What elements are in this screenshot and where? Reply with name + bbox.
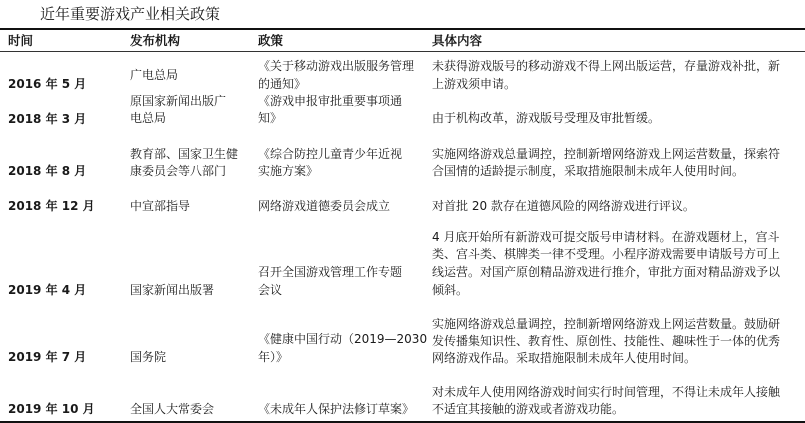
row-1-details-line-2: 上游戏须申请。 <box>432 77 517 91</box>
header-org: 发布机构 <box>130 33 181 48</box>
row-2-org-line-2: 电总局 <box>130 111 167 125</box>
row-1-policy-line-1: 《关于移动游戏出版服务管理 <box>258 59 415 73</box>
row-4-org: 中宣部指导 <box>130 199 191 213</box>
row-4-details: 对首批 20 款存在道德风险的网络游戏进行评议。 <box>432 199 695 213</box>
row-2-org-line-1: 原国家新闻出版广 <box>130 94 227 108</box>
row-5-org: 国家新闻出版署 <box>130 283 215 297</box>
row-4-time: 2018 年 12 月 <box>8 199 95 213</box>
header-rule <box>0 51 805 52</box>
row-7-details-line-2: 不适宜其接触的游戏或者游戏功能。 <box>432 402 625 416</box>
header-time: 时间 <box>8 33 34 48</box>
header-policy: 政策 <box>258 33 284 48</box>
row-5-details-line-2: 类、宫斗类、棋牌类一律不受理。小程序游戏需要申请版号方可上 <box>432 247 781 261</box>
header-details: 具体内容 <box>432 33 483 48</box>
row-7-details-line-1: 对未成年人使用网络游戏时间实行时间管理，不得让未成年人接触 <box>432 385 781 399</box>
row-5-details-line-3: 线运营。对国产原创精品游戏进行推介，审批方面对精品游戏予以 <box>432 265 781 279</box>
row-3-time: 2018 年 8 月 <box>8 164 87 178</box>
row-5-details-line-1: 4 月底开始所有新游戏可提交版号申请材料。在游戏题材上，宫斗 <box>432 230 780 244</box>
row-5-policy-line-1: 召开全国游戏管理工作专题 <box>258 265 403 279</box>
row-2-policy-line-2: 知》 <box>258 111 283 125</box>
row-3-org-line-2: 康委员会等八部门 <box>130 164 227 178</box>
row-1-policy-line-2: 的通知》 <box>258 77 307 91</box>
row-7-org: 全国人大常委会 <box>130 402 215 416</box>
row-2-details-line-1: 由于机构改革，游戏版号受理及审批暂缓。 <box>432 111 661 125</box>
row-1-time: 2016 年 5 月 <box>8 77 87 91</box>
row-6-details-line-1: 实施网络游戏总量调控，控制新增网络游戏上网运营数量。鼓励研 <box>432 317 781 331</box>
row-3-org-line-1: 教育部、国家卫生健 <box>130 147 239 161</box>
row-4-policy: 网络游戏道德委员会成立 <box>258 199 391 213</box>
table-title: 近年重要游戏产业相关政策 <box>40 5 221 23</box>
row-6-org: 国务院 <box>130 350 167 364</box>
row-6-details-line-2: 发传播集知识性、教育性、原创性、技能性、趣味性于一体的优秀 <box>432 334 781 348</box>
row-1-details-line-1: 未获得游戏版号的移动游戏不得上网出版运营，存量游戏补批，新 <box>432 59 781 73</box>
row-1-org: 广电总局 <box>130 68 179 82</box>
row-3-policy-line-1: 《综合防控儿童青少年近视 <box>258 147 403 161</box>
row-3-policy-line-2: 实施方案》 <box>258 164 319 178</box>
row-6-policy-line-2: 年）》 <box>258 350 289 364</box>
row-3-details-line-2: 合国情的适龄提示制度，采取措施限制未成年人使用时间。 <box>432 164 745 178</box>
row-3-details-line-1: 实施网络游戏总量调控，控制新增网络游戏上网运营数量，探索符 <box>432 147 781 161</box>
row-5-policy-line-2: 会议 <box>258 283 283 297</box>
row-2-time: 2018 年 3 月 <box>8 112 87 126</box>
row-5-details-line-4: 倾斜。 <box>432 283 469 297</box>
row-2-policy-line-1: 《游戏申报审批重要事项通 <box>258 94 403 108</box>
top-rule <box>0 28 805 30</box>
row-6-time: 2019 年 7 月 <box>8 350 87 364</box>
row-5-time: 2019 年 4 月 <box>8 283 87 297</box>
row-6-details-line-3: 网络游戏作品。采取措施限制未成年人使用时间。 <box>432 351 697 365</box>
row-7-policy: 《未成年人保护法修订草案》 <box>258 402 415 416</box>
row-6-policy-line-1: 《健康中国行动（2019—2030 <box>258 332 428 346</box>
row-7-time: 2019 年 10 月 <box>8 402 95 416</box>
